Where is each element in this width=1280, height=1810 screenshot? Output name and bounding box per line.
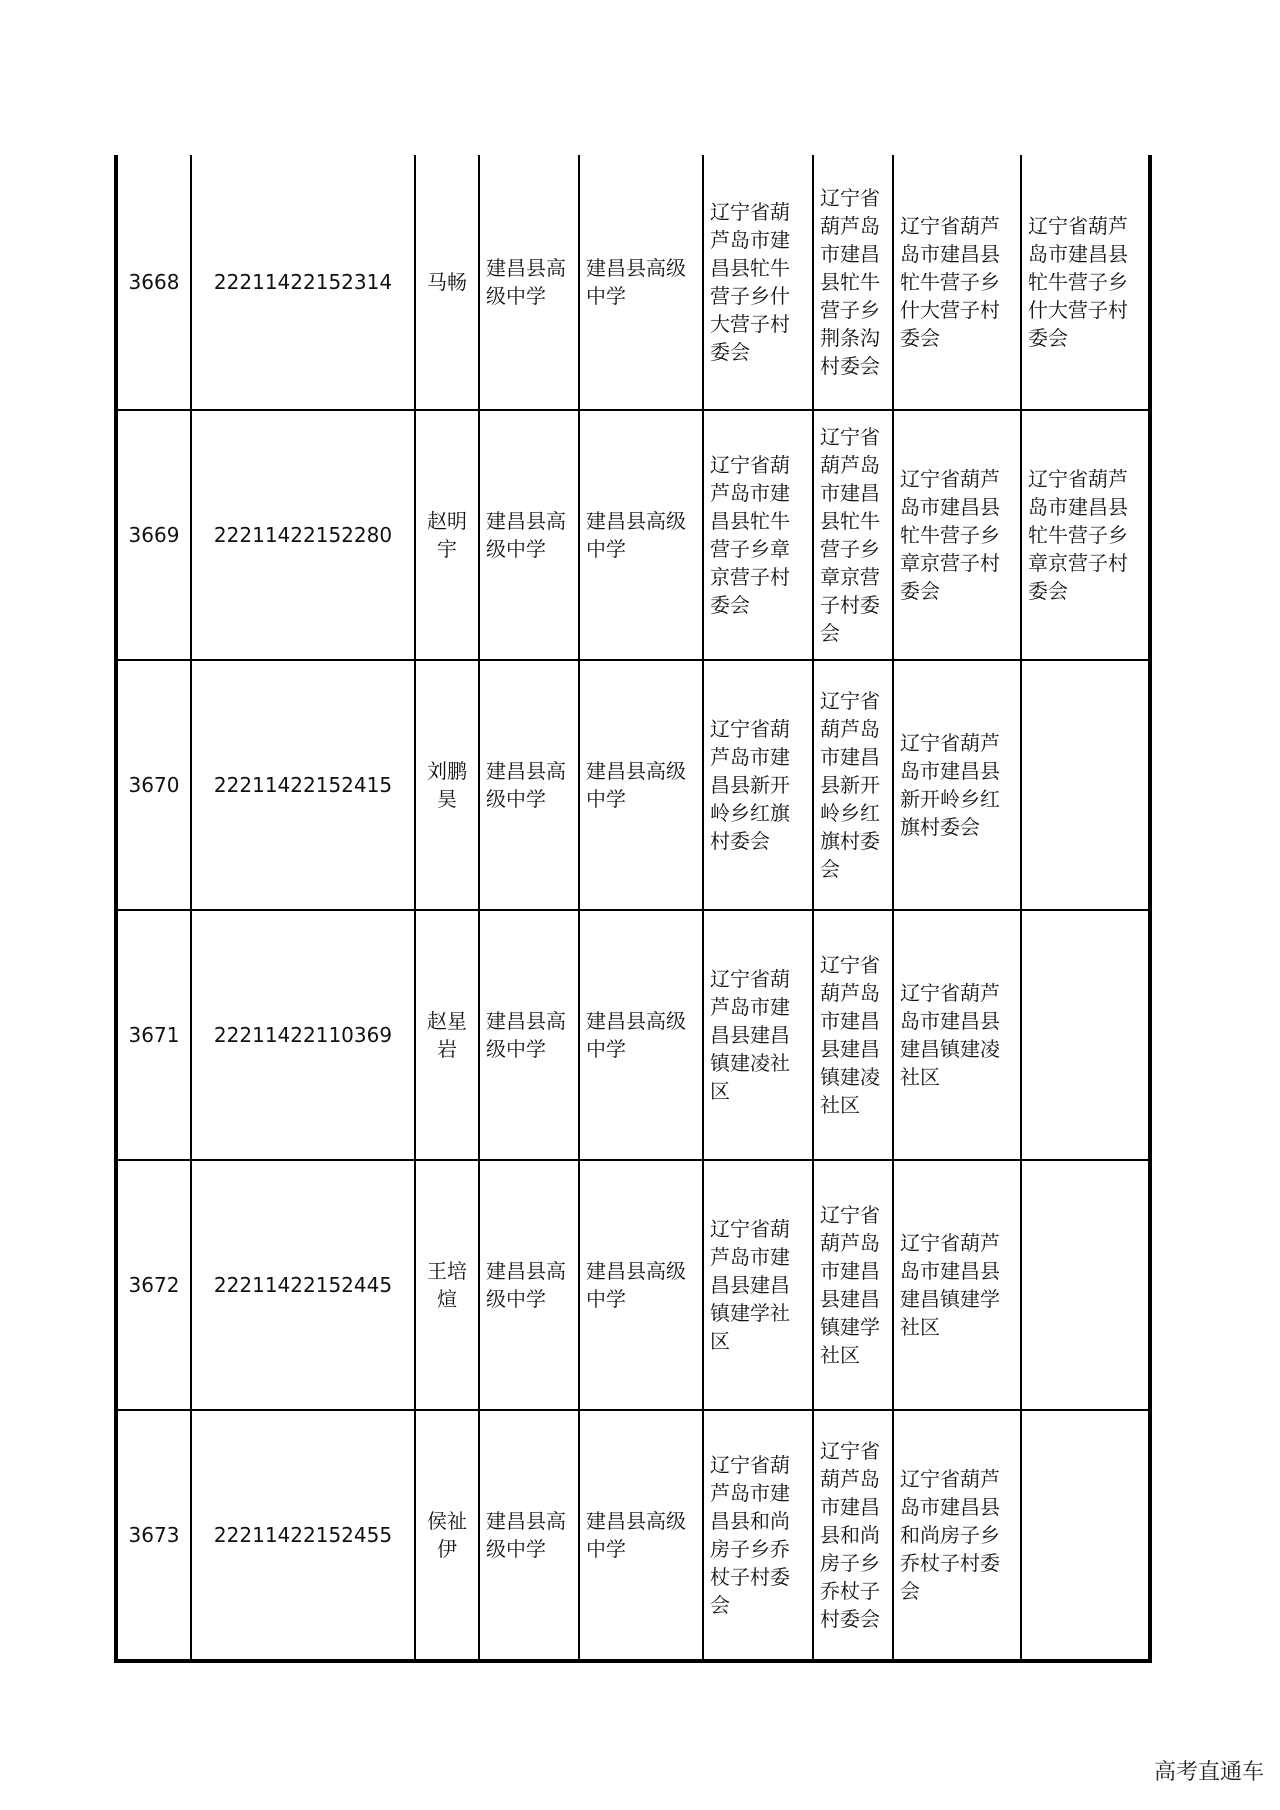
exam-id-cell: 22211422152415	[191, 660, 415, 910]
address-cell-2: 辽宁省葫芦岛市建昌县建昌镇建凌社区	[813, 910, 893, 1160]
address-cell-4	[1021, 660, 1150, 910]
seq-cell: 3670	[116, 660, 191, 910]
school-cell: 建昌县高级中学	[479, 1410, 579, 1661]
address-cell-2: 辽宁省葫芦岛市建昌县牤牛营子乡荆条沟村委会	[813, 155, 893, 410]
table-row	[116, 1160, 1150, 1410]
address-cell-2: 辽宁省葫芦岛市建昌县新开岭乡红旗村委会	[813, 660, 893, 910]
school-cell-2: 建昌县高级中学	[579, 155, 703, 410]
address-cell-1: 辽宁省葫芦岛市建昌县新开岭乡红旗村委会	[703, 660, 813, 910]
school-cell: 建昌县高级中学	[479, 660, 579, 910]
school-cell: 建昌县高级中学	[479, 155, 579, 410]
name-cell: 侯祉伊	[415, 1410, 479, 1661]
address-cell-3: 辽宁省葫芦岛市建昌县新开岭乡红旗村委会	[893, 660, 1021, 910]
address-cell-4	[1021, 1160, 1150, 1410]
school-cell-2: 建昌县高级中学	[579, 410, 703, 660]
watermark-text: 高考直通车	[1153, 1760, 1264, 1785]
exam-id-cell: 22211422152314	[191, 155, 415, 410]
address-cell-4: 辽宁省葫芦岛市建昌县牤牛营子乡什大营子村委会	[1021, 155, 1150, 410]
school-cell-2: 建昌县高级中学	[579, 1410, 703, 1661]
address-cell-3: 辽宁省葫芦岛市建昌县建昌镇建凌社区	[893, 910, 1021, 1160]
table-row	[116, 410, 1150, 660]
seq-cell: 3672	[116, 1160, 191, 1410]
name-cell: 王培煊	[415, 1160, 479, 1410]
address-cell-3: 辽宁省葫芦岛市建昌县和尚房子乡乔杖子村委会	[893, 1410, 1021, 1661]
address-cell-2: 辽宁省葫芦岛市建昌县建昌镇建学社区	[813, 1160, 893, 1410]
school-cell: 建昌县高级中学	[479, 1160, 579, 1410]
seq-cell: 3671	[116, 910, 191, 1160]
roster-table	[114, 155, 1152, 1663]
name-cell: 马畅	[415, 155, 479, 410]
table-row	[116, 155, 1150, 410]
exam-id-cell: 22211422110369	[191, 910, 415, 1160]
address-cell-4	[1021, 910, 1150, 1160]
address-cell-1: 辽宁省葫芦岛市建昌县牤牛营子乡什大营子村委会	[703, 155, 813, 410]
address-cell-2: 辽宁省葫芦岛市建昌县牤牛营子乡章京营子村委会	[813, 410, 893, 660]
name-cell: 赵明宇	[415, 410, 479, 660]
name-cell: 赵星岩	[415, 910, 479, 1160]
address-cell-4	[1021, 1410, 1150, 1661]
exam-id-cell: 22211422152455	[191, 1410, 415, 1661]
exam-id-cell: 22211422152445	[191, 1160, 415, 1410]
school-cell: 建昌县高级中学	[479, 410, 579, 660]
seq-cell: 3673	[116, 1410, 191, 1661]
seq-cell: 3668	[116, 155, 191, 410]
school-cell-2: 建昌县高级中学	[579, 660, 703, 910]
school-cell: 建昌县高级中学	[479, 910, 579, 1160]
address-cell-1: 辽宁省葫芦岛市建昌县建昌镇建凌社区	[703, 910, 813, 1160]
table-row	[116, 910, 1150, 1160]
table-row	[116, 660, 1150, 910]
seq-cell: 3669	[116, 410, 191, 660]
address-cell-3: 辽宁省葫芦岛市建昌县建昌镇建学社区	[893, 1160, 1021, 1410]
address-cell-3: 辽宁省葫芦岛市建昌县牤牛营子乡章京营子村委会	[893, 410, 1021, 660]
school-cell-2: 建昌县高级中学	[579, 1160, 703, 1410]
exam-id-cell: 22211422152280	[191, 410, 415, 660]
name-cell: 刘鹏昊	[415, 660, 479, 910]
school-cell-2: 建昌县高级中学	[579, 910, 703, 1160]
address-cell-2: 辽宁省葫芦岛市建昌县和尚房子乡乔杖子村委会	[813, 1410, 893, 1661]
address-cell-3: 辽宁省葫芦岛市建昌县牤牛营子乡什大营子村委会	[893, 155, 1021, 410]
address-cell-1: 辽宁省葫芦岛市建昌县建昌镇建学社区	[703, 1160, 813, 1410]
table-row	[116, 1410, 1150, 1661]
address-cell-1: 辽宁省葫芦岛市建昌县和尚房子乡乔杖子村委会	[703, 1410, 813, 1661]
address-cell-4: 辽宁省葫芦岛市建昌县牤牛营子乡章京营子村委会	[1021, 410, 1150, 660]
address-cell-1: 辽宁省葫芦岛市建昌县牤牛营子乡章京营子村委会	[703, 410, 813, 660]
